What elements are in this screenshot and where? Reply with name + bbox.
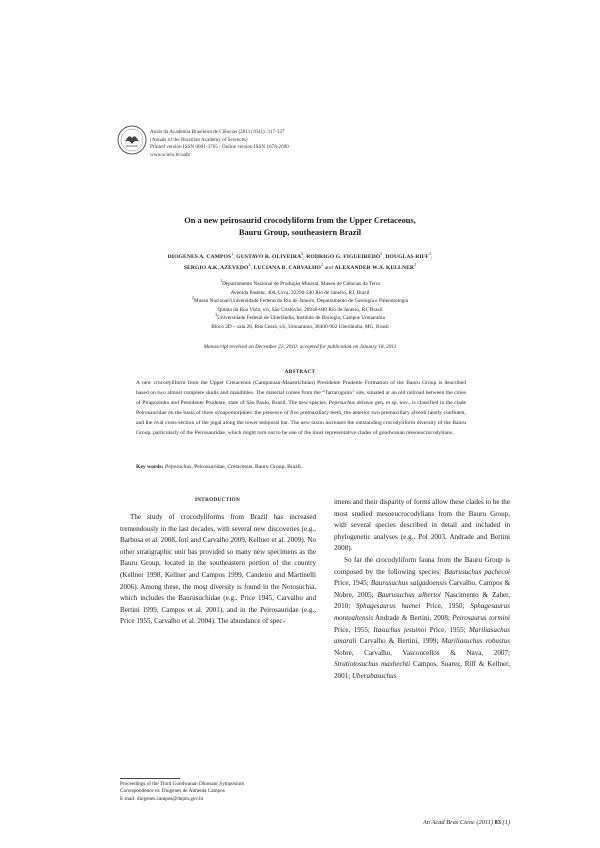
footer-issue: (1) [500,819,510,826]
affiliation-line: Departamento Nacional de Produção Mineral, Museu de Ciências da Terra [222,281,380,287]
author-affiliation-mark: 2 [414,261,417,267]
paragraph-text: Carvalho & Bertini, 1999; [356,637,442,646]
introduction-right-column [334,497,510,683]
species-name: Uberabasuchus [351,671,397,680]
introduction-left-column: The study of crocodyliforms from Brazil has increased tremendously in the last decades, with several new discoveries (e.g., Barbosa et al. 2008, Iori and Carvalho 2009, Kellner et al. 2009). No other stratigraphic unit has provided so many new specimens as the Bauru Group, located in the southeastern portion of the country (Kellner 1998, Kellner and Campos 1999, Candeiro and Martinelli 2006). Among these, the most diversity is found in the Notosuchia, which includes the Baurusuchidae (e.g., Price 1945, Carvalho and Bertini 1999, Campos et al. 2001), and in the Peirosauridae (e.g., Price 1955, Carvalho et al. 2004). The abundance of spec- [120,513,316,626]
species-name: Sphagesaurus montealtensis [334,602,510,622]
species-name: Baurusuchus albertoi [377,590,441,599]
keywords [136,463,466,472]
paragraph-text: Nascimento & Zaher, 2010; [334,590,510,611]
paragraph: imens and their disparity of forms allow these clades to be the most studied mesoeucrocodylians from the Bauru Group, with several species described in detail and included in phylogenetic analyses (e.g., Pol 2003, Andrade and Bertini 2008). [334,498,510,553]
author-affiliation-mark: 2 [380,251,383,257]
species-name: Mariliasuchus amarali [334,625,510,646]
journal-header-line: Printed version ISSN 0001-3765 / Online version ISSN 1678-2690 [150,144,289,151]
author-name: DIOGENES A. CAMPOS [167,254,232,260]
species-name: Baurusuchus pachecoi [444,567,510,576]
footer-journal: An Acad Bras Cienc [422,819,475,826]
author-separator: , [303,254,307,260]
author-affiliation-mark: 1 [231,251,234,257]
author-list [120,252,480,273]
footnote-line: Correspondence to: Diogenes de Almeida Campos [120,788,225,795]
author-affiliation-mark: 3 [428,251,431,257]
paragraph-text: Price, 1955; [426,625,469,634]
affiliation-line: Universidade Federal de Uberlândia, Instituto de Biologia, Campus Umuarama [217,315,385,322]
affiliation-line: Bloco 2D – sala 28, Rua Ceará, s/n, Umuarama, 38400-902 Uberlândia, MG, Brasil [211,323,389,330]
abstract-text: A new crocodyliform from the Upper Cretaceous (Campanian-Maastrichtian) Presidente Prudente Formation of the Bauru Group is described based on two almost complete skulls and mandibles. The material comes from the “Tartaruguito” site, situated at an old railroad between the cities of Pirapozinho and Presidente Prudente, state of São Paulo, Brazil. The new species, [136,380,466,406]
paragraph [334,555,510,683]
title-line: On a new peirosaurid crocodyliform from the Upper Cretaceous, [184,216,416,225]
species-name: Pepesuchus deiseae [328,399,374,406]
journal-header-line: Anais da Academia Brasileira de Ciências (2011) 83(1): 317-327 [150,129,285,135]
author-name: GUSTAVO R. OLIVEIRA [236,254,302,260]
author-separator: , [430,254,433,260]
journal-header-line: (Annals of the Brazilian Academy of Sciences) [150,136,248,143]
author-name: RODRIGO G. FIGUEIREDO [306,254,381,260]
species-name: Peirosaurus tormini [452,613,510,622]
academy-logo-icon [116,124,148,156]
page-footer-citation [398,819,510,826]
author-separator: , [250,264,254,271]
affiliation-line: Museu Nacional/Universidade Federal do Rio de Janeiro, Departamento de Geologia e Paleontologia [193,298,409,305]
paragraph-text: Andrade & Bertini, 2008; [373,613,453,622]
species-name: Stratiotosuchus maxhechti [334,660,411,669]
author-name: ALEXANDER W.A. KELLNER [334,264,415,271]
footnotes [120,781,320,803]
keywords-rest: , Peirosauridae, Cretaceous, Bauru Group, Brazil. [191,464,303,470]
footnote-line: Proceedings of the Third Gondwanan Dinosaur Symposium [120,781,245,787]
affiliation-mark: 1 [220,278,223,284]
introduction-heading: INTRODUCTION [194,497,241,503]
author-name: DOUGLAS RIFF [385,254,429,260]
paragraph-text: Price, 1955; [334,625,374,634]
footnote-divider [120,778,180,779]
species-name: Sphagesaurus huenei [355,602,421,611]
abstract-body [136,379,466,438]
author-name: SERGIO A.K. AZEVEDO [183,264,249,271]
species-name: Mariliasuchus robustus [441,637,510,646]
affiliations [120,280,480,332]
journal-url: www.scielo.br/aabc [150,151,191,158]
paragraph-text: So far the crocodyliform fauna from the Bauru Group is composed by the following species: [334,555,510,576]
author-name: LUCIANA B. CARVALHO [253,264,321,271]
author-affiliation-mark: 2 [248,261,251,267]
author-separator: , [382,254,386,260]
paragraph-text: Price, 1950; [420,602,471,611]
paragraph-text: Carvalho, Campos & Nobre, 2005; [334,579,510,599]
author-separator: , [233,254,237,260]
affiliation-line: Avenida Pasteur, 404, Urca, 22290-240 Rio de Janeiro, RJ, Brasil [230,289,370,296]
footer-year: (2011) [474,819,495,826]
title-line: Bauru Group, southeastern Brazil [238,228,362,237]
abstract-heading: ABSTRACT [284,369,316,375]
keyword-genus: Pepesuchus [164,464,192,470]
footnote-email: E-mail: diogenes.campos@dnpm.gov.br [120,795,204,802]
journal-header [150,129,450,159]
species-name: Baurusuchus salgadoensis [370,579,447,588]
author-affiliation-mark: 2 [301,251,304,257]
affiliation-mark: 2 [191,295,194,301]
species-name: Itasuchus jesuinoi [373,625,427,634]
affiliation-mark: 3 [215,312,218,318]
paragraph-text: Campos, Suarez, Riff & Kellner, 2001; [334,660,510,680]
abstract-text: gen. et sp. nov., is classified in the clade Peirosauridae on the basis of three synapomorphies: the presence of five premaxillary teeth, the anterior two premaxillary alveoli nearly confluent, and the oval cross-section of the jugal along the lower temporal bar. The new taxon increases the outstanding crocodyliform diversity of the Bauru Group, particularly of the Peirosauridae, which might turn out to be one of the most representative clades of gondwanan mesoeucrocodylians. [136,399,466,436]
paper-title [120,215,480,239]
author-affiliation-mark: 2 [320,261,324,267]
affiliation-line: Quinta da Boa Vista, s/n, São Cristóvão, 20940-040 Rio de Janeiro, RJ, Brasil [217,306,383,313]
paragraph-text: Nobre, Carvalho, Vasconcellos & Nava, 2007; [334,648,510,657]
footer-volume: 83 [494,819,501,826]
paragraph-text: Price, 1945; [334,579,371,588]
manuscript-dates: Manuscript received on December 22, 2010; accepted for publication on January 18, 2011 [203,344,397,350]
author-separator: and [323,264,335,271]
keywords-label: Key words: [136,464,164,470]
